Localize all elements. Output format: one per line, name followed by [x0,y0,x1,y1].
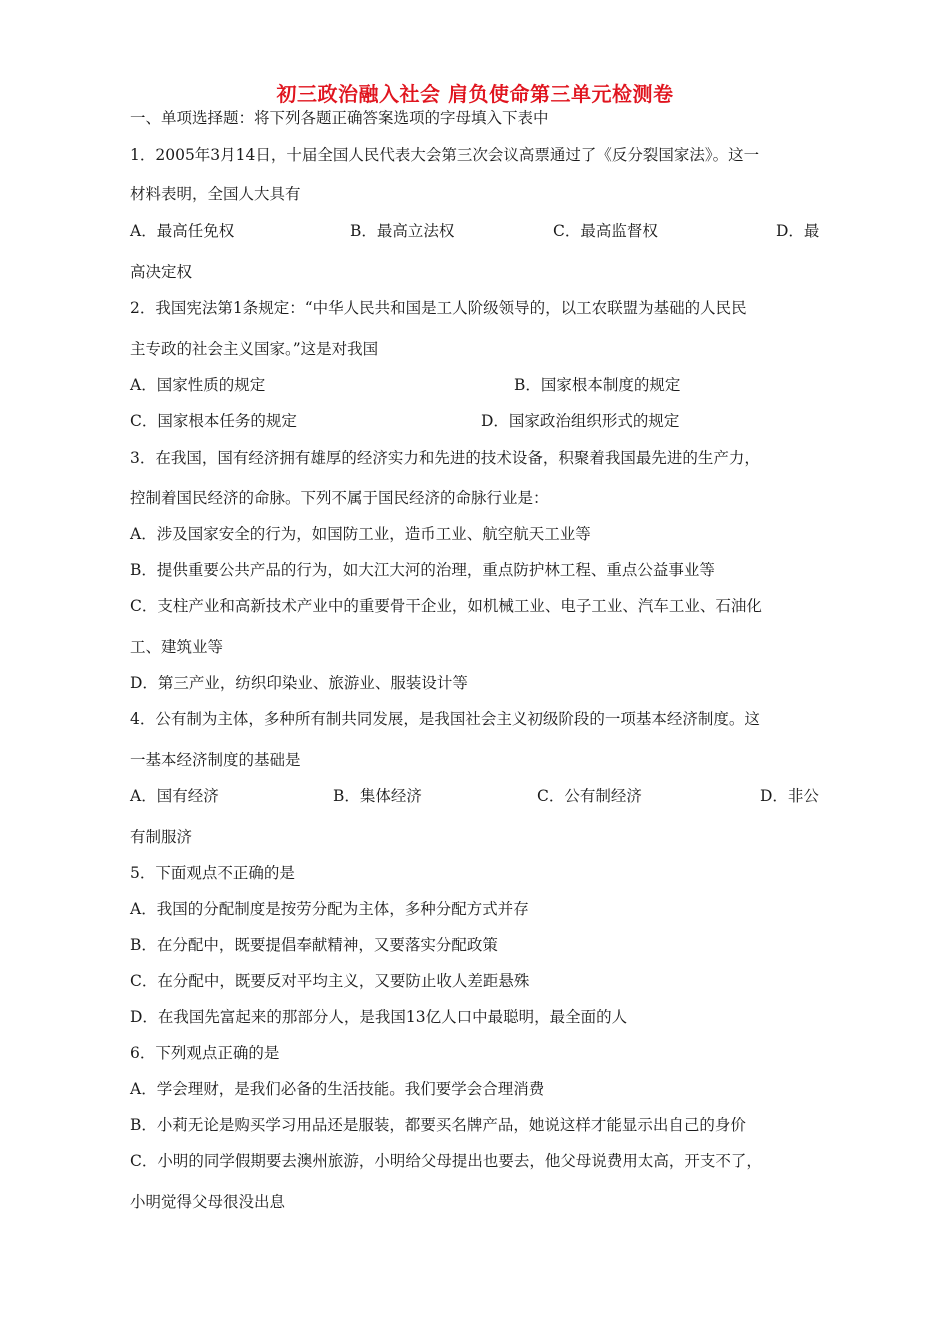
question-1-option-a: A．最高任免权 [130,222,235,240]
question-4-option-a: A．国有经济 [130,787,219,805]
question-3-option-d: D．第三产业，纺织印染业、旅游业、服装设计等 [130,674,468,692]
question-5-option-b: B．在分配中，既要提倡奉献精神，又要落实分配政策 [130,936,498,954]
question-6-option-c-cont: 小明觉得父母很没出息 [130,1193,286,1211]
question-6-stem: 6．下列观点正确的是 [130,1044,280,1062]
question-4-stem-cont: 一基本经济制度的基础是 [130,751,301,769]
question-3-option-a: A．涉及国家安全的行为，如国防工业，造币工业、航空航天工业等 [130,525,591,543]
question-2-option-c: C．国家根本任务的规定 [130,412,297,430]
question-1-stem-cont: 材料表明，全国人大具有 [130,185,301,203]
question-2-stem-cont: 主专政的社会主义国家。”这是对我国 [130,340,379,358]
question-1-option-c: C．最高监督权 [553,222,658,240]
question-1-option-b: B．最高立法权 [350,222,455,240]
question-3-stem: 3．在我国，国有经济拥有雄厚的经济实力和先进的技术设备，积聚着我国最先进的生产力， [130,449,760,467]
question-5-option-a: A．我国的分配制度是按劳分配为主体，多种分配方式并存 [130,900,529,918]
question-2-option-d: D．国家政治组织形式的规定 [481,412,680,430]
question-4-option-d-cont: 有制服济 [130,828,193,846]
question-1-option-d: D．最 [776,222,820,240]
question-1-stem: 1．2005年3月14日，十届全国人民代表大会第三次会议高票通过了《反分裂国家法》。这一 [130,146,760,164]
question-3-option-c: C．支柱产业和高新技术产业中的重要骨干企业，如机械工业、电子工业、汽车工业、石油化 [130,597,762,615]
question-5-option-c: C．在分配中，既要反对平均主义，又要防止收人差距悬殊 [130,972,530,990]
question-4-stem: 4．公有制为主体，多种所有制共同发展，是我国社会主义初级阶段的一项基本经济制度。这 [130,710,760,728]
question-4-option-d: D．非公 [760,787,819,805]
question-1-option-d-cont: 高决定权 [130,263,193,281]
question-6-option-a: A．学会理财，是我们必备的生活技能。我们要学会合理消费 [130,1080,545,1098]
question-4-option-c: C．公有制经济 [537,787,642,805]
question-2-option-a: A．国家性质的规定 [130,376,266,394]
question-4-option-b: B．集体经济 [333,787,422,805]
question-5-stem: 5．下面观点不正确的是 [130,864,295,882]
question-5-option-d: D．在我国先富起来的那部分人，是我国13亿人口中最聪明，最全面的人 [130,1008,628,1026]
section-heading: 一、单项选择题：将下列各题正确答案选项的字母填入下表中 [130,109,549,127]
question-3-option-c-cont: 工、建筑业等 [130,638,224,656]
question-6-option-c: C．小明的同学假期要去澳州旅游，小明给父母提出也要去，他父母说费用太高，开支不了， [130,1152,762,1170]
question-6-option-b: B．小莉无论是购买学习用品还是服装，都要买名牌产品，她说这样才能显示出自己的身价 [130,1116,746,1134]
page-title: 初三政治融入社会 肩负使命第三单元检测卷 [276,82,674,106]
question-2-option-b: B．国家根本制度的规定 [514,376,681,394]
question-3-option-b: B．提供重要公共产品的行为，如大江大河的治理，重点防护林工程、重点公益事业等 [130,561,715,579]
question-3-stem-cont: 控制着国民经济的命脉。下列不属于国民经济的命脉行业是： [130,489,549,507]
question-2-stem: 2．我国宪法第1条规定：“中华人民共和国是工人阶级领导的，以工农联盟为基础的人民民 [130,299,747,317]
